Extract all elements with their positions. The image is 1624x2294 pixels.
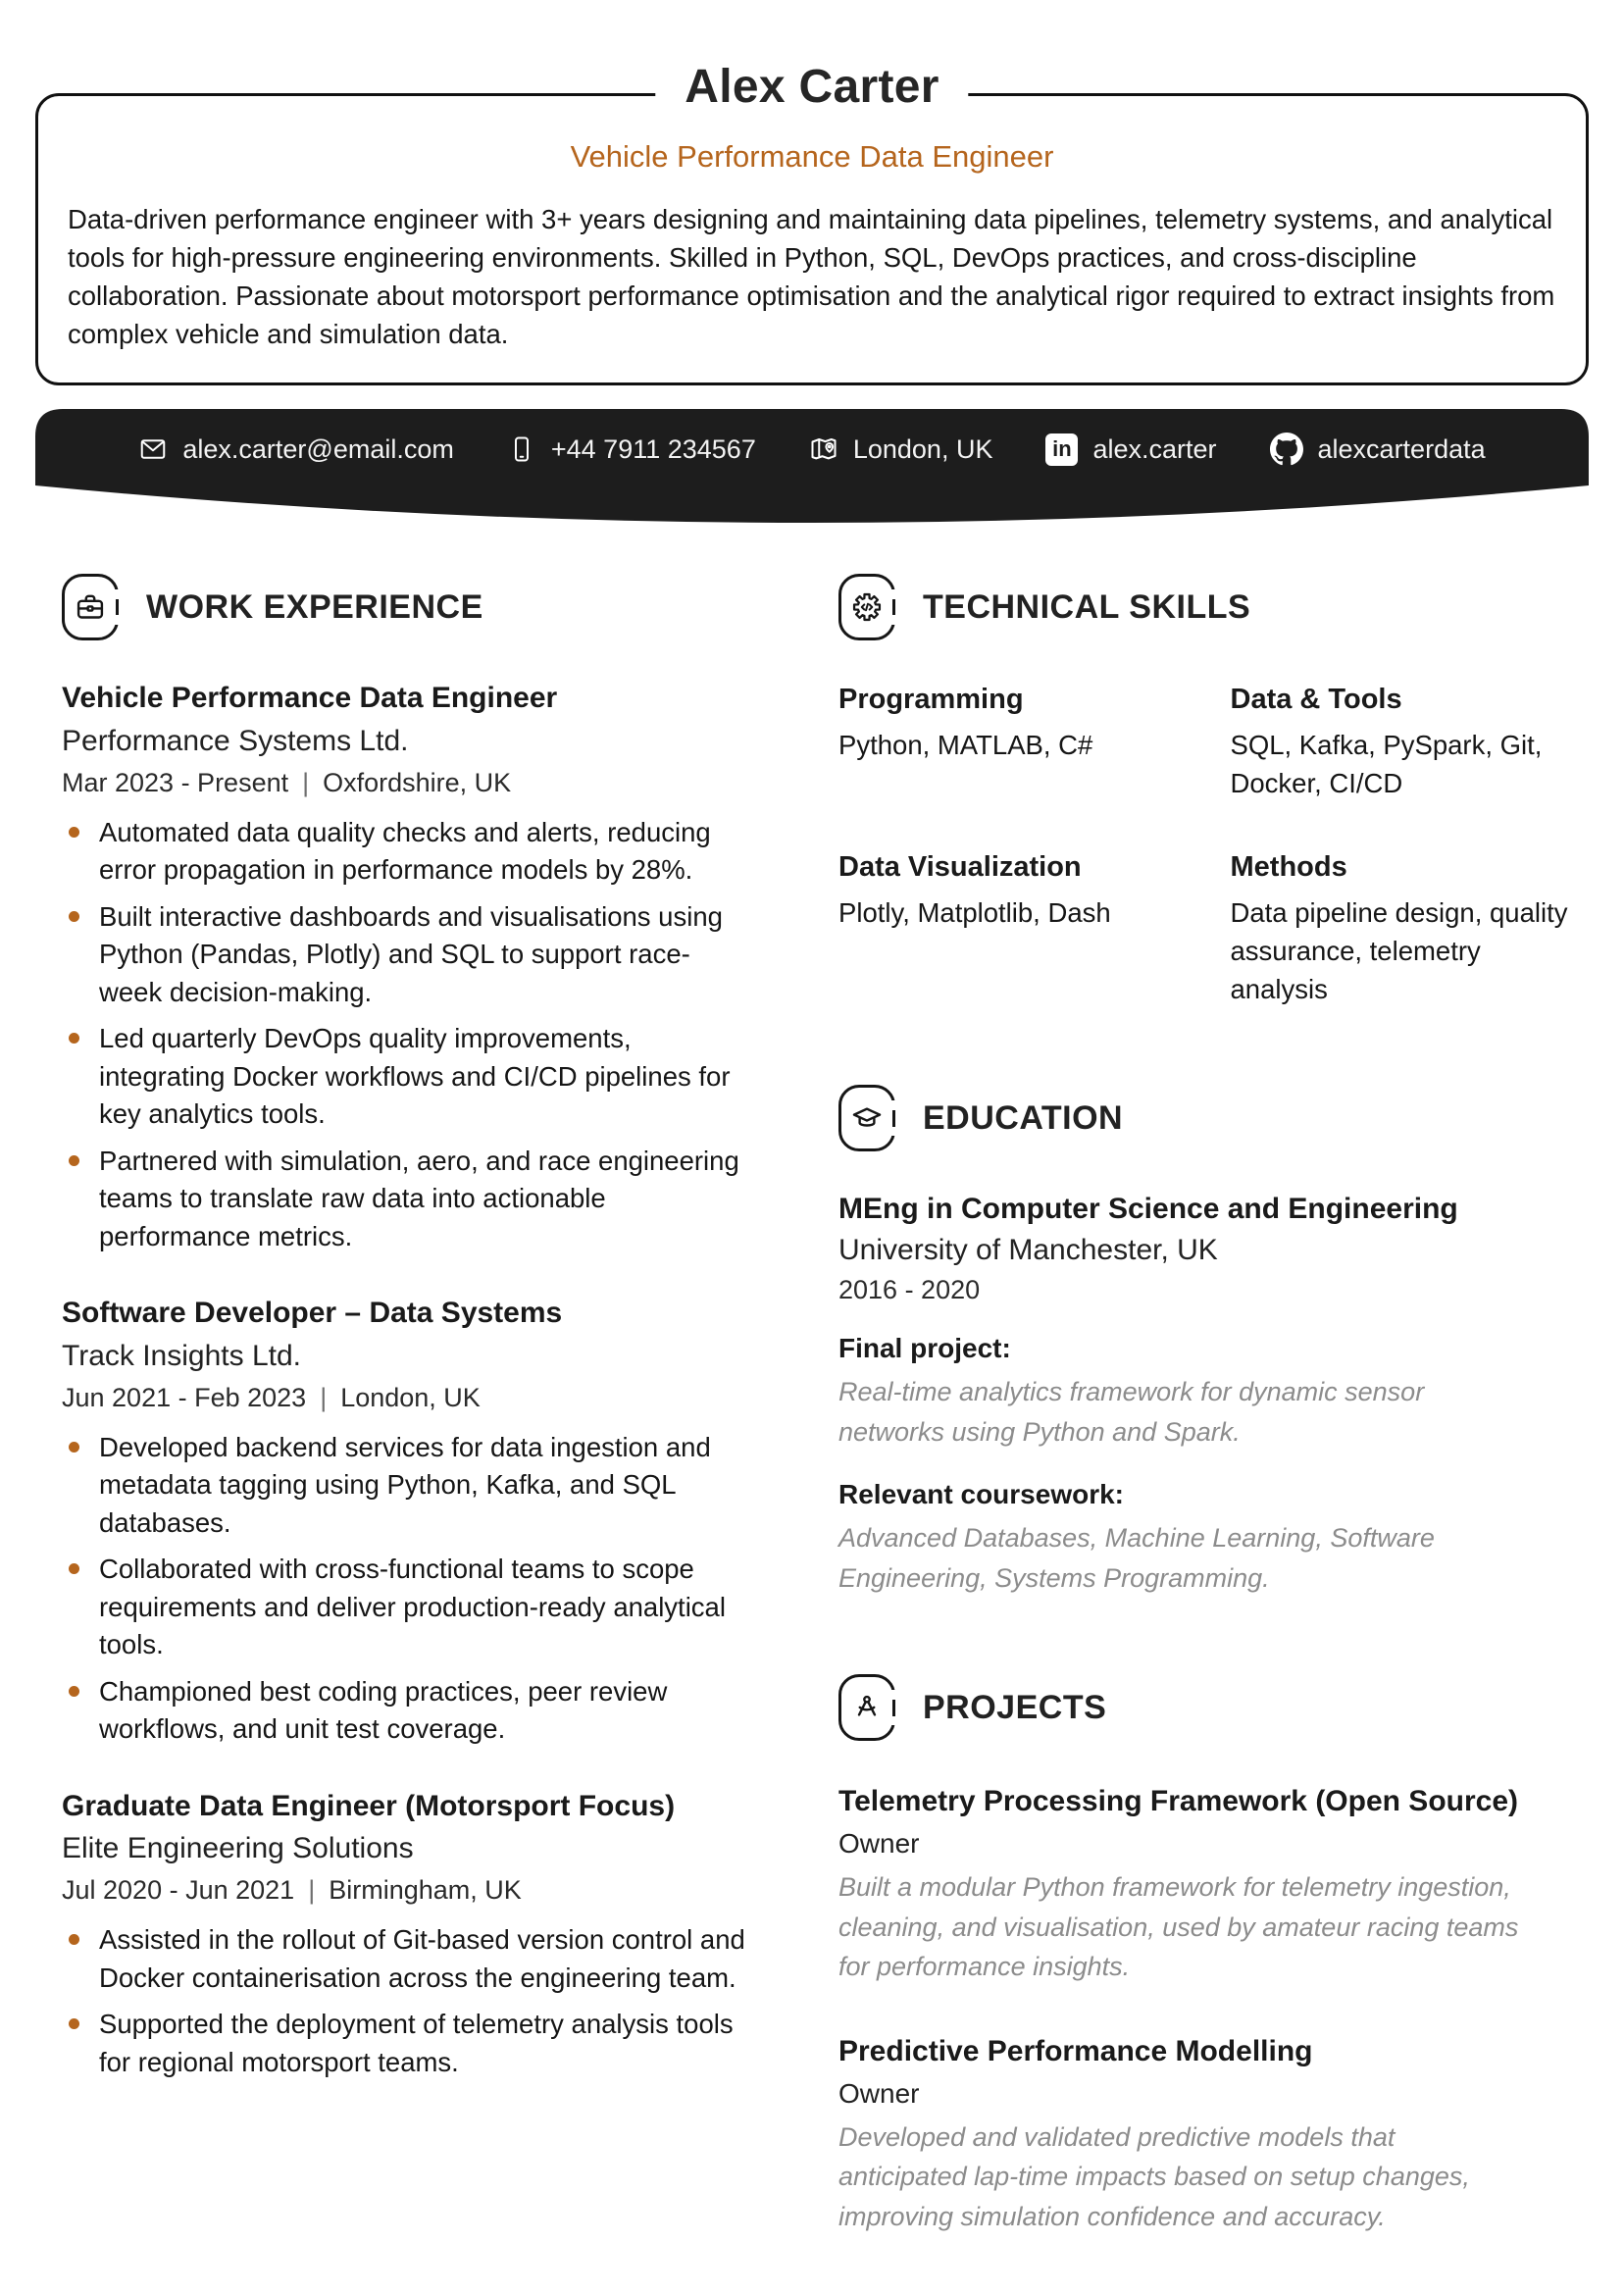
- project-entry: [838, 2032, 1577, 2237]
- technical-skills-header: [838, 574, 1577, 640]
- smartphone-icon: [507, 434, 536, 464]
- job-title: Vehicle Performance Data Engineer: [62, 682, 558, 715]
- skill-group-value: Python, MATLAB, C#: [838, 730, 1093, 761]
- meta-separator: |: [320, 1382, 328, 1412]
- job-meta: [62, 1875, 748, 1906]
- job-dates: Mar 2023 - Present: [62, 767, 289, 797]
- contact-location-text: London, UK: [852, 433, 993, 464]
- skill-group: [1231, 684, 1578, 802]
- right-column: [838, 574, 1577, 2236]
- job-bullet-list: [62, 814, 748, 1256]
- job-company: Performance Systems Ltd.: [62, 724, 409, 757]
- skill-group-name: Data Visualization: [838, 851, 1082, 884]
- project-role: Owner: [838, 1828, 920, 1860]
- skill-group-name: Programming: [838, 684, 1024, 716]
- meta-separator: |: [302, 767, 310, 797]
- skill-group-value: Data pipeline design, quality assurance, telemetry analysis: [1230, 897, 1568, 1005]
- bullet-item: Supported the deployment of telemetry analysis tools for regional motorsport teams.: [62, 2006, 748, 2081]
- bullet-item: Developed backend services for data ingestion and metadata tagging using Python, Kafka, and SQL databases.: [62, 1429, 748, 1543]
- contact-linkedin[interactable]: [1045, 433, 1216, 466]
- skill-group-value: SQL, Kafka, PySpark, Git, Docker, CI/CD: [1230, 730, 1543, 799]
- job-title: Graduate Data Engineer (Motorsport Focus): [62, 1789, 676, 1822]
- projects-header: [838, 1674, 1577, 1741]
- technical-skills-title: TECHNICAL SKILLS: [923, 587, 1251, 626]
- final-project-label: Final project:: [838, 1333, 1011, 1364]
- job-location: Oxfordshire, UK: [323, 767, 512, 797]
- contact-email[interactable]: [138, 434, 454, 465]
- work-experience-title: WORK EXPERIENCE: [146, 587, 483, 626]
- work-experience-header: [62, 574, 748, 640]
- bullet-item: Assisted in the rollout of Git-based version control and Docker containerisation across the engineering team.: [62, 1921, 748, 1997]
- briefcase-icon: [62, 574, 119, 640]
- bullet-item: Led quarterly DevOps quality improvements, integrating Docker workflows and CI/CD pipelines for key analytics tools.: [62, 1020, 748, 1134]
- skill-group: [838, 684, 1186, 802]
- skill-group-name: Data & Tools: [1230, 684, 1402, 716]
- final-project-text: Real-time analytics framework for dynamic sensor networks using Python and Spark.: [838, 1377, 1425, 1447]
- coursework-text: Advanced Databases, Machine Learning, Software Engineering, Systems Programming.: [838, 1523, 1435, 1593]
- skill-group-value: Plotly, Matplotlib, Dash: [838, 897, 1111, 929]
- project-name: Predictive Performance Modelling: [838, 2034, 1313, 2067]
- drafting-compass-icon: [838, 1674, 895, 1741]
- skills-grid: [838, 684, 1577, 1008]
- skill-group: [1231, 851, 1578, 1008]
- contact-bar: [35, 409, 1589, 489]
- job-dates: Jun 2021 - Feb 2023: [62, 1382, 307, 1412]
- job-location: London, UK: [340, 1382, 481, 1412]
- job-bullet-list: [62, 1921, 748, 2081]
- contact-items: [35, 409, 1589, 489]
- projects-body: [838, 1782, 1577, 2236]
- project-entry: [838, 1782, 1577, 1987]
- contact-email-text: alex.carter@email.com: [182, 433, 454, 464]
- job-bullet-list: [62, 1429, 748, 1749]
- contact-github-text: alexcarterdata: [1317, 433, 1486, 464]
- graduation-cap-icon: [838, 1085, 895, 1151]
- gear-code-icon: [838, 574, 895, 640]
- github-icon: [1270, 433, 1303, 466]
- job-company: Elite Engineering Solutions: [62, 1832, 414, 1865]
- meta-separator: |: [308, 1875, 316, 1906]
- contact-phone-text: +44 7911 234567: [550, 433, 756, 464]
- project-description: Built a modular Python framework for telemetry ingestion, cleaning, and visualisation, used by amateur racing teams for performance insights.: [838, 1872, 1519, 1982]
- education-header: [838, 1085, 1577, 1151]
- page-title: Alex Carter: [655, 60, 968, 114]
- job-entry: [62, 1295, 748, 1749]
- bullet-item: Built interactive dashboards and visualisations using Python (Pandas, Plotly) and SQL to support race-week decision-making.: [62, 898, 748, 1012]
- bullet-item: Automated data quality checks and alerts, reducing error propagation in performance models by 28%.: [62, 814, 748, 890]
- job-meta: [62, 1383, 748, 1413]
- job-company: Track Insights Ltd.: [62, 1339, 301, 1372]
- job-dates: Jul 2020 - Jun 2021: [62, 1875, 295, 1906]
- degree-name: MEng in Computer Science and Engineering: [838, 1193, 1458, 1226]
- role-subtitle: Vehicle Performance Data Engineer: [570, 139, 1054, 174]
- bullet-item: Partnered with simulation, aero, and race engineering teams to translate raw data into actionable performance metrics.: [62, 1143, 748, 1256]
- linkedin-icon: in: [1045, 433, 1078, 466]
- projects-section: [838, 1674, 1577, 2236]
- school-name: University of Manchester, UK: [838, 1234, 1218, 1267]
- project-description: Developed and validated predictive models that anticipated lap-time impacts based on setup changes, improving simulation confidence and accuracy.: [838, 2121, 1470, 2231]
- job-location: Birmingham, UK: [329, 1875, 522, 1906]
- bullet-item: Championed best coding practices, peer review workflows, and unit test coverage.: [62, 1673, 748, 1749]
- education-title: EDUCATION: [923, 1098, 1124, 1137]
- job-meta: [62, 768, 748, 798]
- map-pin-icon: [809, 434, 838, 464]
- contact-github[interactable]: [1270, 433, 1486, 466]
- job-entry: [62, 1788, 748, 2082]
- contact-location[interactable]: [809, 434, 993, 465]
- coursework-label: Relevant coursework:: [838, 1479, 1124, 1510]
- job-title: Software Developer – Data Systems: [62, 1297, 563, 1330]
- education-years: 2016 - 2020: [838, 1275, 981, 1305]
- education-body: [838, 1193, 1577, 1598]
- header-summary-box: [35, 61, 1589, 385]
- left-column: [62, 574, 748, 2236]
- skill-group-name: Methods: [1230, 851, 1347, 884]
- main-content: [0, 574, 1624, 2236]
- summary-paragraph: Data-driven performance engineer with 3+ years designing and maintaining data pipelines, telemetry systems, and analytical tools for high-pressure engineering environments. Skilled in Python, SQL, DevOps practices, and cross-discipline collaboration. Passionate about motorsport performance optimisation and the analytical rigor required to extract insights from complex vehicle and simulation data.: [68, 204, 1555, 350]
- job-entry: [62, 680, 748, 1255]
- education-section: [838, 1085, 1577, 1598]
- bullet-item: Collaborated with cross-functional teams to scope requirements and deliver production-ready analytical tools.: [62, 1551, 748, 1664]
- envelope-icon: [138, 434, 168, 464]
- project-role: Owner: [838, 2077, 920, 2109]
- projects-title: PROJECTS: [923, 1688, 1107, 1726]
- contact-phone[interactable]: [507, 434, 756, 465]
- contact-linkedin-text: alex.carter: [1092, 433, 1217, 464]
- project-name: Telemetry Processing Framework (Open Source): [838, 1785, 1519, 1818]
- skill-group: [838, 851, 1186, 1008]
